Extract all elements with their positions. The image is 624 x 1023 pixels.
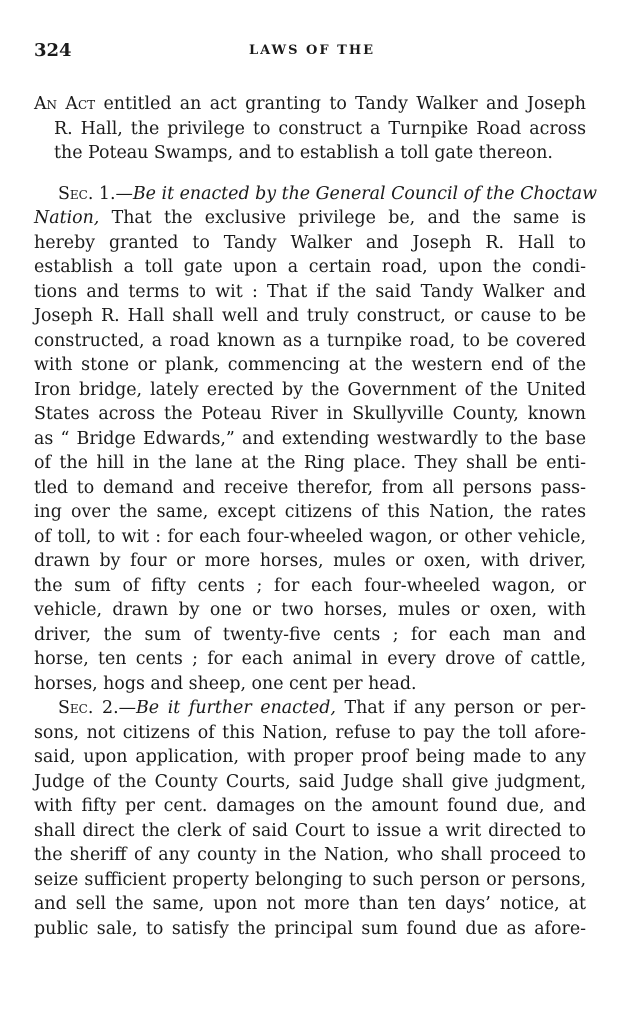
act-title-lead: An Act xyxy=(34,94,96,114)
act-title xyxy=(34,92,586,166)
text-line: Joseph R. Hall shall well and truly construct, or cause to be xyxy=(34,306,586,326)
text-line: with fifty per cent. damages on the amount found due, and xyxy=(34,796,586,816)
section-1-label: Sec. 1.— xyxy=(58,183,133,204)
page-header xyxy=(34,40,590,66)
text-line: sons, not citizens of this Nation, refuse to pay the toll afore- xyxy=(34,722,586,743)
text-line: establish a toll gate upon a certain road, upon the condi- xyxy=(34,257,586,277)
text-line: shall direct the clerk of said Court to issue a writ directed to xyxy=(34,820,586,841)
text-line: with stone or plank, commencing at the western end of the xyxy=(34,355,586,375)
page-number: 324 xyxy=(34,40,72,61)
text-line: the sum of fifty cents ; for each four-wheeled wagon, or xyxy=(34,575,586,596)
text-line: and sell the same, upon not more than ten days’ notice, at xyxy=(34,894,586,914)
act-title-line: the Poteau Swamps, and to establish a toll gate thereon. xyxy=(54,143,553,163)
text-line: vehicle, drawn by one or two horses, mules or oxen, with xyxy=(34,600,586,620)
body-text xyxy=(34,92,598,941)
text-line: constructed, a road known as a turnpike road, to be covered xyxy=(34,330,586,351)
text-line: tled to demand and receive therefor, from all persons pass- xyxy=(34,477,586,498)
text-line: of the hill in the lane at the Ring place. They shall be enti- xyxy=(34,453,586,473)
section-2-lines xyxy=(34,721,586,942)
section-2 xyxy=(34,696,586,941)
text-line: States across the Poteau River in Skullyville County, known xyxy=(34,404,586,424)
section-2-enacting-clause: Be it further enacted, xyxy=(136,698,336,718)
act-title-line: An Act entitled an act granting to Tandy Walker and Joseph xyxy=(34,94,586,114)
text-line: Nation, That the exclusive privilege be, and the same is xyxy=(34,208,587,228)
text-line: as “ Bridge Edwards,” and extending westwardly to the base xyxy=(34,428,586,449)
act-title-line: R. Hall, the privilege to construct a Turnpike Road across xyxy=(54,118,586,139)
text-line: the sheriff of any county in the Nation, who shall proceed to xyxy=(34,845,586,865)
text-line: Judge of the County Courts, said Judge shall give judgment, xyxy=(34,771,586,792)
text-line: Iron bridge, lately erected by the Government of the United xyxy=(34,379,586,400)
text-line: ing over the same, except citizens of this Nation, the rates xyxy=(34,502,586,522)
running-title: LAWS OF THE xyxy=(248,43,376,58)
section-1-lines xyxy=(34,231,586,697)
section-1-enacting-clause: Be it enacted by the General Council of the Choctaw xyxy=(132,183,598,204)
text-line: horse, ten cents ; for each animal in every drove of cattle, xyxy=(34,649,586,669)
text-line: said, upon application, with proper proof being made to any xyxy=(34,747,586,767)
text-line: hereby granted to Tandy Walker and Joseph R. Hall to xyxy=(34,232,586,253)
text-line: public sale, to satisfy the principal sum found due as afore- xyxy=(34,918,586,939)
text-line: of toll, to wit : for each four-wheeled wagon, or other vehicle, xyxy=(34,526,586,547)
text-line: seize sufficient property belonging to such person or persons, xyxy=(34,869,586,890)
section-1 xyxy=(34,182,598,697)
section-2-label: Sec. 2.— xyxy=(58,698,137,718)
text-line: drawn by four or more horses, mules or oxen, with driver, xyxy=(34,551,586,571)
section-2-first-line: Sec. 2.—Be it further enacted, That if any person or per- xyxy=(58,698,587,718)
text-line: tions and terms to wit : That if the said Tandy Walker and xyxy=(34,281,586,302)
text-line: driver, the sum of twenty-five cents ; for each man and xyxy=(34,624,586,645)
text-line: horses, hogs and sheep, one cent per head. xyxy=(34,673,417,694)
section-1-first-line xyxy=(34,182,598,207)
